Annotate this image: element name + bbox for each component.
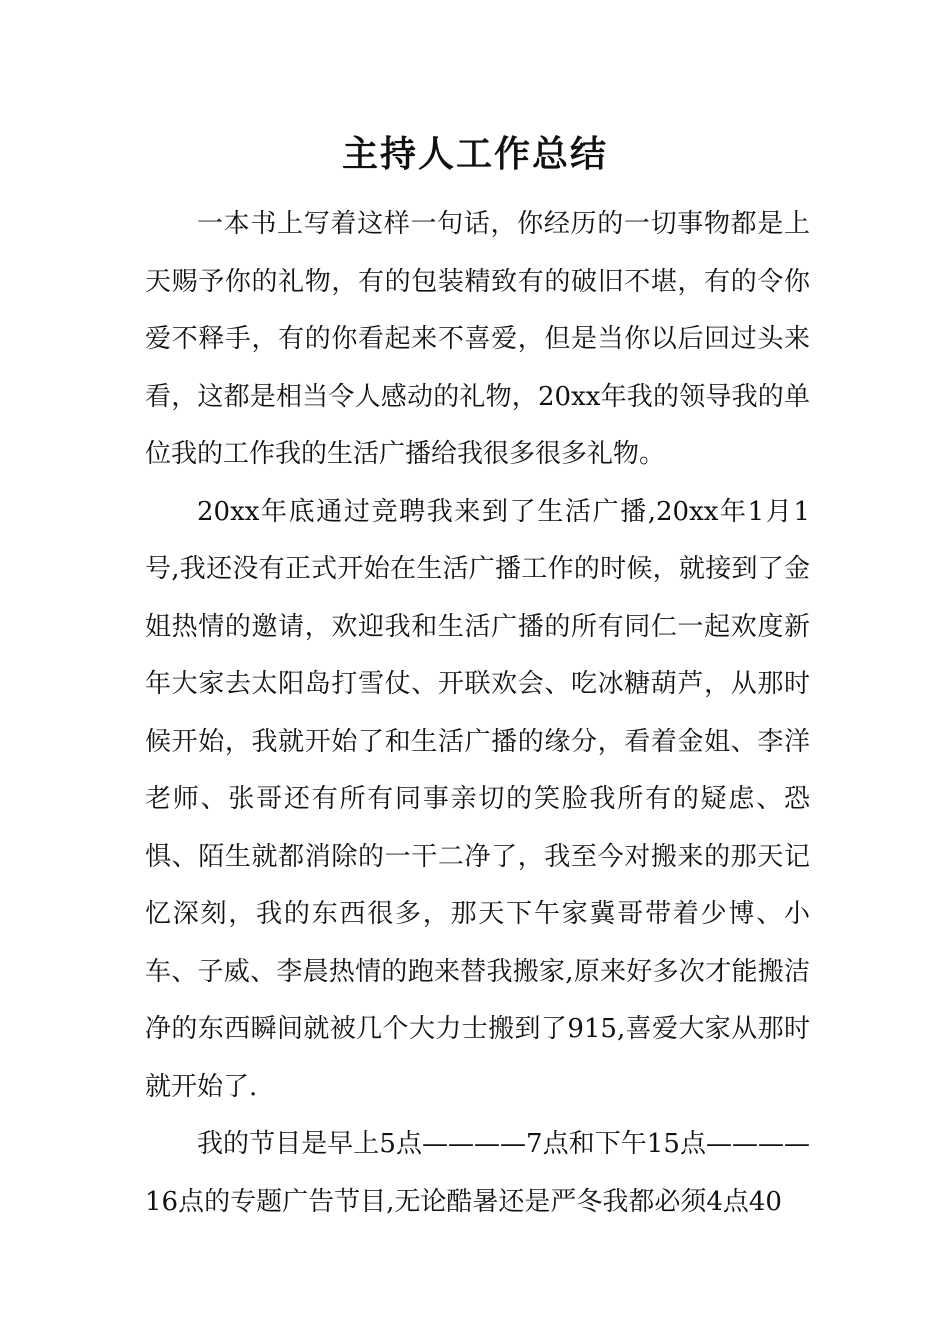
document-title: 主持人工作总结 bbox=[341, 133, 608, 175]
paragraph-3: 我的节目是早上5点————7点和下午15点————16点的专题广告节目,无论酷暑还是严冬我都必须4点40 bbox=[145, 1129, 810, 1217]
paragraph-2: 20xx年底通过竞聘我来到了生活广播,20xx年1月1号,我还没有正式开始在生活广播工作的时候，就接到了金姐热情的邀请，欢迎我和生活广播的所有同仁一起欢度新年大家去太阳岛打雪仗、开联欢会、吃冰糖葫芦，从那时候开始，我就开始了和生活广播的缘分，看着金姐、李洋老师、张哥还有所有同事亲切的笑脸我所有的疑虑、恐惧、陌生就都消除的一干二净了，我至今对搬来的那天记忆深刻，我的东西很多，那天下午家冀哥带着少博、小车、子威、李晨热情的跑来替我搬家,原来好多次才能搬洁净的东西瞬间就被几个大力士搬到了915,喜爱大家从那时就开始了. bbox=[145, 496, 810, 1102]
document-body bbox=[145, 196, 810, 1231]
paragraph-1: 一本书上写着这样一句话，你经历的一切事物都是上天赐予你的礼物，有的包装精致有的破旧不堪，有的令你爱不释手，有的你看起来不喜爱，但是当你以后回过头来看，这都是相当令人感动的礼物，20xx年我的领导我的单位我的工作我的生活广播给我很多很多礼物。 bbox=[145, 209, 810, 469]
